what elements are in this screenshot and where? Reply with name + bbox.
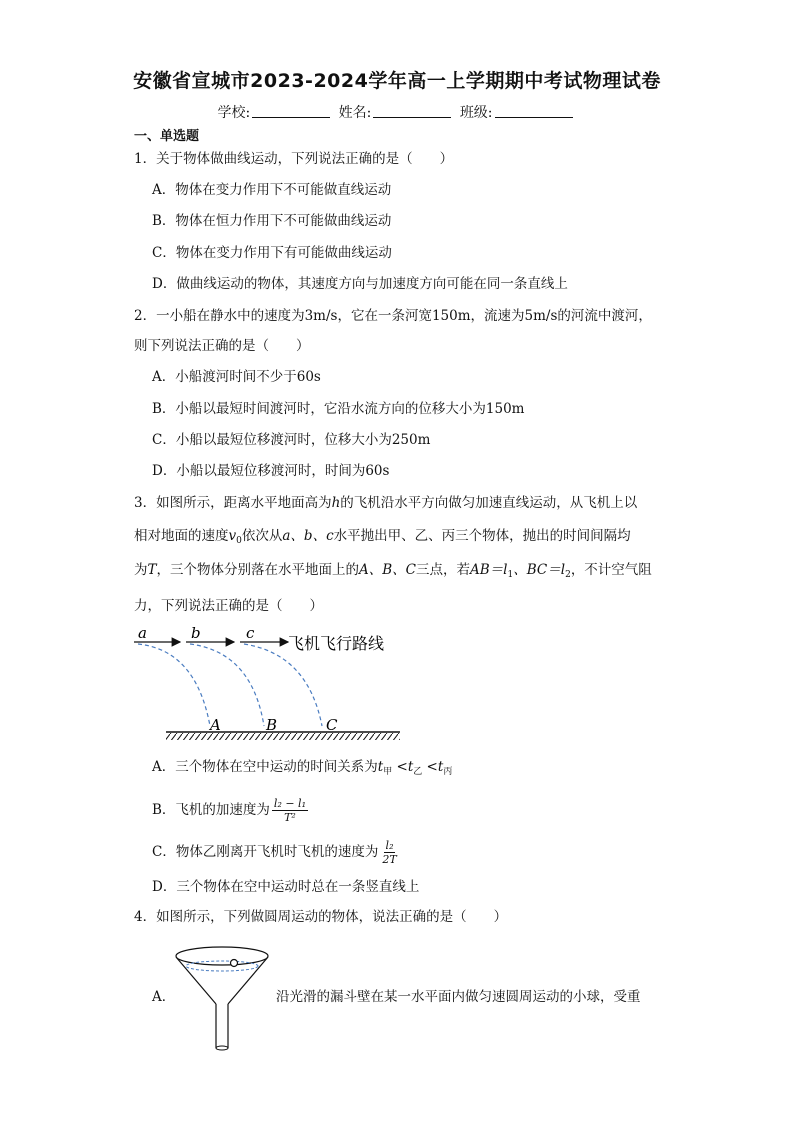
q2-stem-line1: 2．一小船在静水中的速度为3m/s，它在一条河宽150m，流速为5m/s的河流中渡河， bbox=[134, 308, 652, 324]
student-info-row bbox=[0, 102, 794, 122]
label-A: A bbox=[210, 716, 221, 734]
exam-title: 安徽省宣城市2023-2024学年高一上学期期中考试物理试卷 bbox=[133, 70, 661, 92]
q4-option-a-label[interactable]: A． bbox=[152, 989, 176, 1005]
q1-option-b[interactable]: B．物体在恒力作用下不可能做曲线运动 bbox=[152, 213, 392, 229]
q3-option-c[interactable]: C．物体乙刚离开飞机时飞机的速度为 $\frac{\text{l₂}}{2T}$ bbox=[152, 839, 397, 866]
fraction-b: $\frac{\text{l₂ − l₁}}{\text{T²}}$ bbox=[273, 797, 306, 824]
class-blank[interactable] bbox=[495, 105, 573, 118]
q3-option-d[interactable]: D．三个物体在空中运动时总在一条竖直线上 bbox=[152, 879, 420, 895]
trajectory-c bbox=[244, 644, 322, 726]
q1-option-a[interactable]: A．物体在变力作用下不可能做直线运动 bbox=[152, 182, 392, 198]
school-label: 学校: bbox=[217, 105, 251, 121]
q1-option-d[interactable]: D．做曲线运动的物体，其速度方向与加速度方向可能在同一条直线上 bbox=[152, 276, 568, 292]
label-B: B bbox=[266, 716, 278, 734]
var-T: T bbox=[147, 562, 157, 578]
q3-stem-line3: 为T，三个物体分别落在水平地面上的A、B、C三点，若$AB=l_1$、$BC=l_2$，不计空气阻 bbox=[134, 562, 652, 580]
funnel-figure bbox=[172, 944, 272, 1052]
q1-stem: 1．关于物体做曲线运动，下列说法正确的是（ ） bbox=[134, 151, 454, 167]
fraction-c: $\frac{\text{l₂}}{2T}$ bbox=[382, 839, 397, 866]
q2-option-c[interactable]: C．小船以最短位移渡河时，位移大小为250m bbox=[152, 432, 431, 448]
label-a: a bbox=[138, 624, 147, 642]
funnel-stem-end bbox=[216, 1046, 228, 1050]
ball bbox=[231, 960, 238, 967]
eq-BC: 、BC＝l bbox=[513, 562, 566, 578]
q2-stem-line2: 则下列说法正确的是（ ） bbox=[134, 338, 310, 354]
class-label: 班级: bbox=[459, 105, 493, 121]
q1-option-c[interactable]: C．物体在变力作用下有可能做曲线运动 bbox=[152, 245, 392, 261]
q2-option-a[interactable]: A．小船渡河时间不少于60s bbox=[152, 369, 321, 385]
q4-stem: 4．如图所示，下列做圆周运动的物体，说法正确的是（ ） bbox=[134, 909, 508, 925]
q3-stem-line1: 3．如图所示，距离水平地面高为h的飞机沿水平方向做匀加速直线运动，从飞机上以 bbox=[134, 495, 638, 511]
funnel-side-left bbox=[176, 957, 216, 1004]
section-heading: 一、单选题 bbox=[134, 129, 200, 144]
eq-AB: AB＝l bbox=[470, 562, 508, 578]
q3-option-b[interactable]: B．飞机的加速度为 $\frac{\text{l₂ − l₁}}{\text{T²}}$ bbox=[152, 797, 306, 824]
var-ABC: A、B、C bbox=[359, 562, 417, 578]
var-v0: v bbox=[228, 528, 237, 544]
ball-orbit bbox=[186, 961, 258, 971]
flight-path-label: 飞机飞行路线 bbox=[288, 634, 385, 653]
q4-option-a-text[interactable]: 沿光滑的漏斗壁在某一水平面内做匀速圆周运动的小球，受重 bbox=[276, 989, 641, 1005]
label-c: c bbox=[246, 624, 255, 642]
q2-option-d[interactable]: D．小船以最短位移渡河时，时间为60s bbox=[152, 463, 390, 479]
ground-hatch bbox=[166, 733, 400, 740]
q3-stem-line4: 力，下列说法正确的是（ ） bbox=[134, 598, 323, 614]
name-blank[interactable] bbox=[373, 105, 451, 118]
q2-option-b[interactable]: B．小船以最短时间渡河时，它沿水流方向的位移大小为150m bbox=[152, 401, 525, 417]
var-h: h bbox=[331, 495, 341, 511]
label-C: C bbox=[326, 716, 338, 734]
funnel-rim bbox=[176, 947, 268, 965]
name-label: 姓名: bbox=[338, 105, 372, 121]
q3-stem-line2: 相对地面的速度$v_0$依次从a、b、c水平抛出甲、乙、丙三个物体，抛出的时间间隔均 bbox=[134, 528, 631, 546]
q3-airplane-figure bbox=[128, 622, 408, 744]
q3-option-a[interactable]: A．三个物体在空中运动的时间关系为$t_甲 <t_乙 <t_丙$ bbox=[152, 759, 453, 777]
trajectory-b bbox=[190, 644, 264, 726]
school-blank[interactable] bbox=[252, 105, 330, 118]
var-abc: a、b、c bbox=[282, 528, 334, 544]
trajectory-a bbox=[138, 644, 210, 726]
label-b: b bbox=[191, 624, 201, 642]
